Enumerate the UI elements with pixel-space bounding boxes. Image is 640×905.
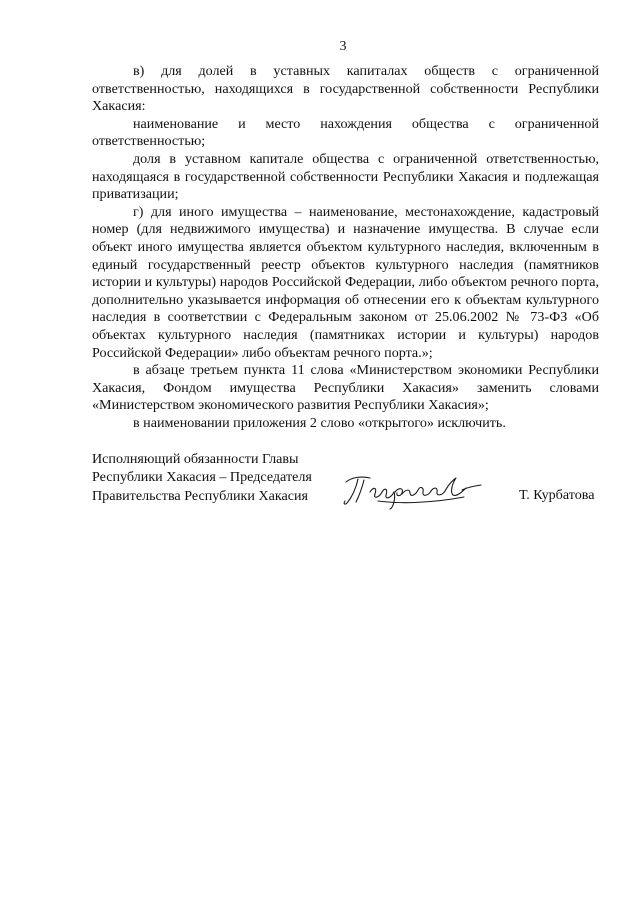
paragraph-other-property: г) для иного имущества – наименование, местонахождение, кадастровый номер (для недвижимого имущества) и назначение имущества. В случае если объект иного имущества является объектом культурного наследия, включенным в единый государственный реестр объектов культурного наследия (памятников истории и культуры) народов Российской Федерации, либо объектом речного порта, дополнительно указывается информация об отнесении его к объектам культурного наследия в соответствии с Федеральным законом от 25.06.2002 № 73-ФЗ «Об объектах культурного наследия (памятниках истории и культуры) народов Российской Федерации» либо объектам речного порта.»;	[92, 203, 599, 361]
signatory-position-line-2: Республики Хакасия – Председателя	[92, 469, 312, 486]
handwritten-signature	[340, 468, 485, 510]
signatory-position-line-1: Исполняющий обязанности Главы	[92, 451, 299, 467]
page-number: 3	[339, 39, 347, 54]
signatory-position	[92, 450, 312, 505]
paragraph-llc-share: доля в уставном капитале общества с ограниченной ответственностью, находящаяся в государственной собственности Республики Хакасия и подлежащая приватизации;	[92, 150, 599, 203]
paragraph-llc-name-location: наименование и место нахождения общества с ограниченной ответственностью;	[92, 115, 599, 150]
paragraph-amendment-clause-11: в абзаце третьем пункта 11 слова «Министерством экономики Республики Хакасия, Фондом имущества Республики Хакасия» заменить словами «Министерством экономического развития Республики Хакасия»;	[92, 362, 599, 414]
paragraph-shares-llc: в) для долей в уставных капиталах обществ с ограниченной ответственностью, находящихся в государственной собственности Республики Хакасия:	[92, 63, 599, 115]
signature-block	[92, 450, 612, 510]
signatory-position-line-3: Правительства Республики Хакасия	[92, 487, 309, 504]
paragraph-amendment-appendix-2: в наименовании приложения 2 слово «открытого» исключить.	[133, 414, 506, 431]
document-body	[92, 63, 599, 432]
signatory-name: Т. Курбатова	[519, 487, 595, 503]
